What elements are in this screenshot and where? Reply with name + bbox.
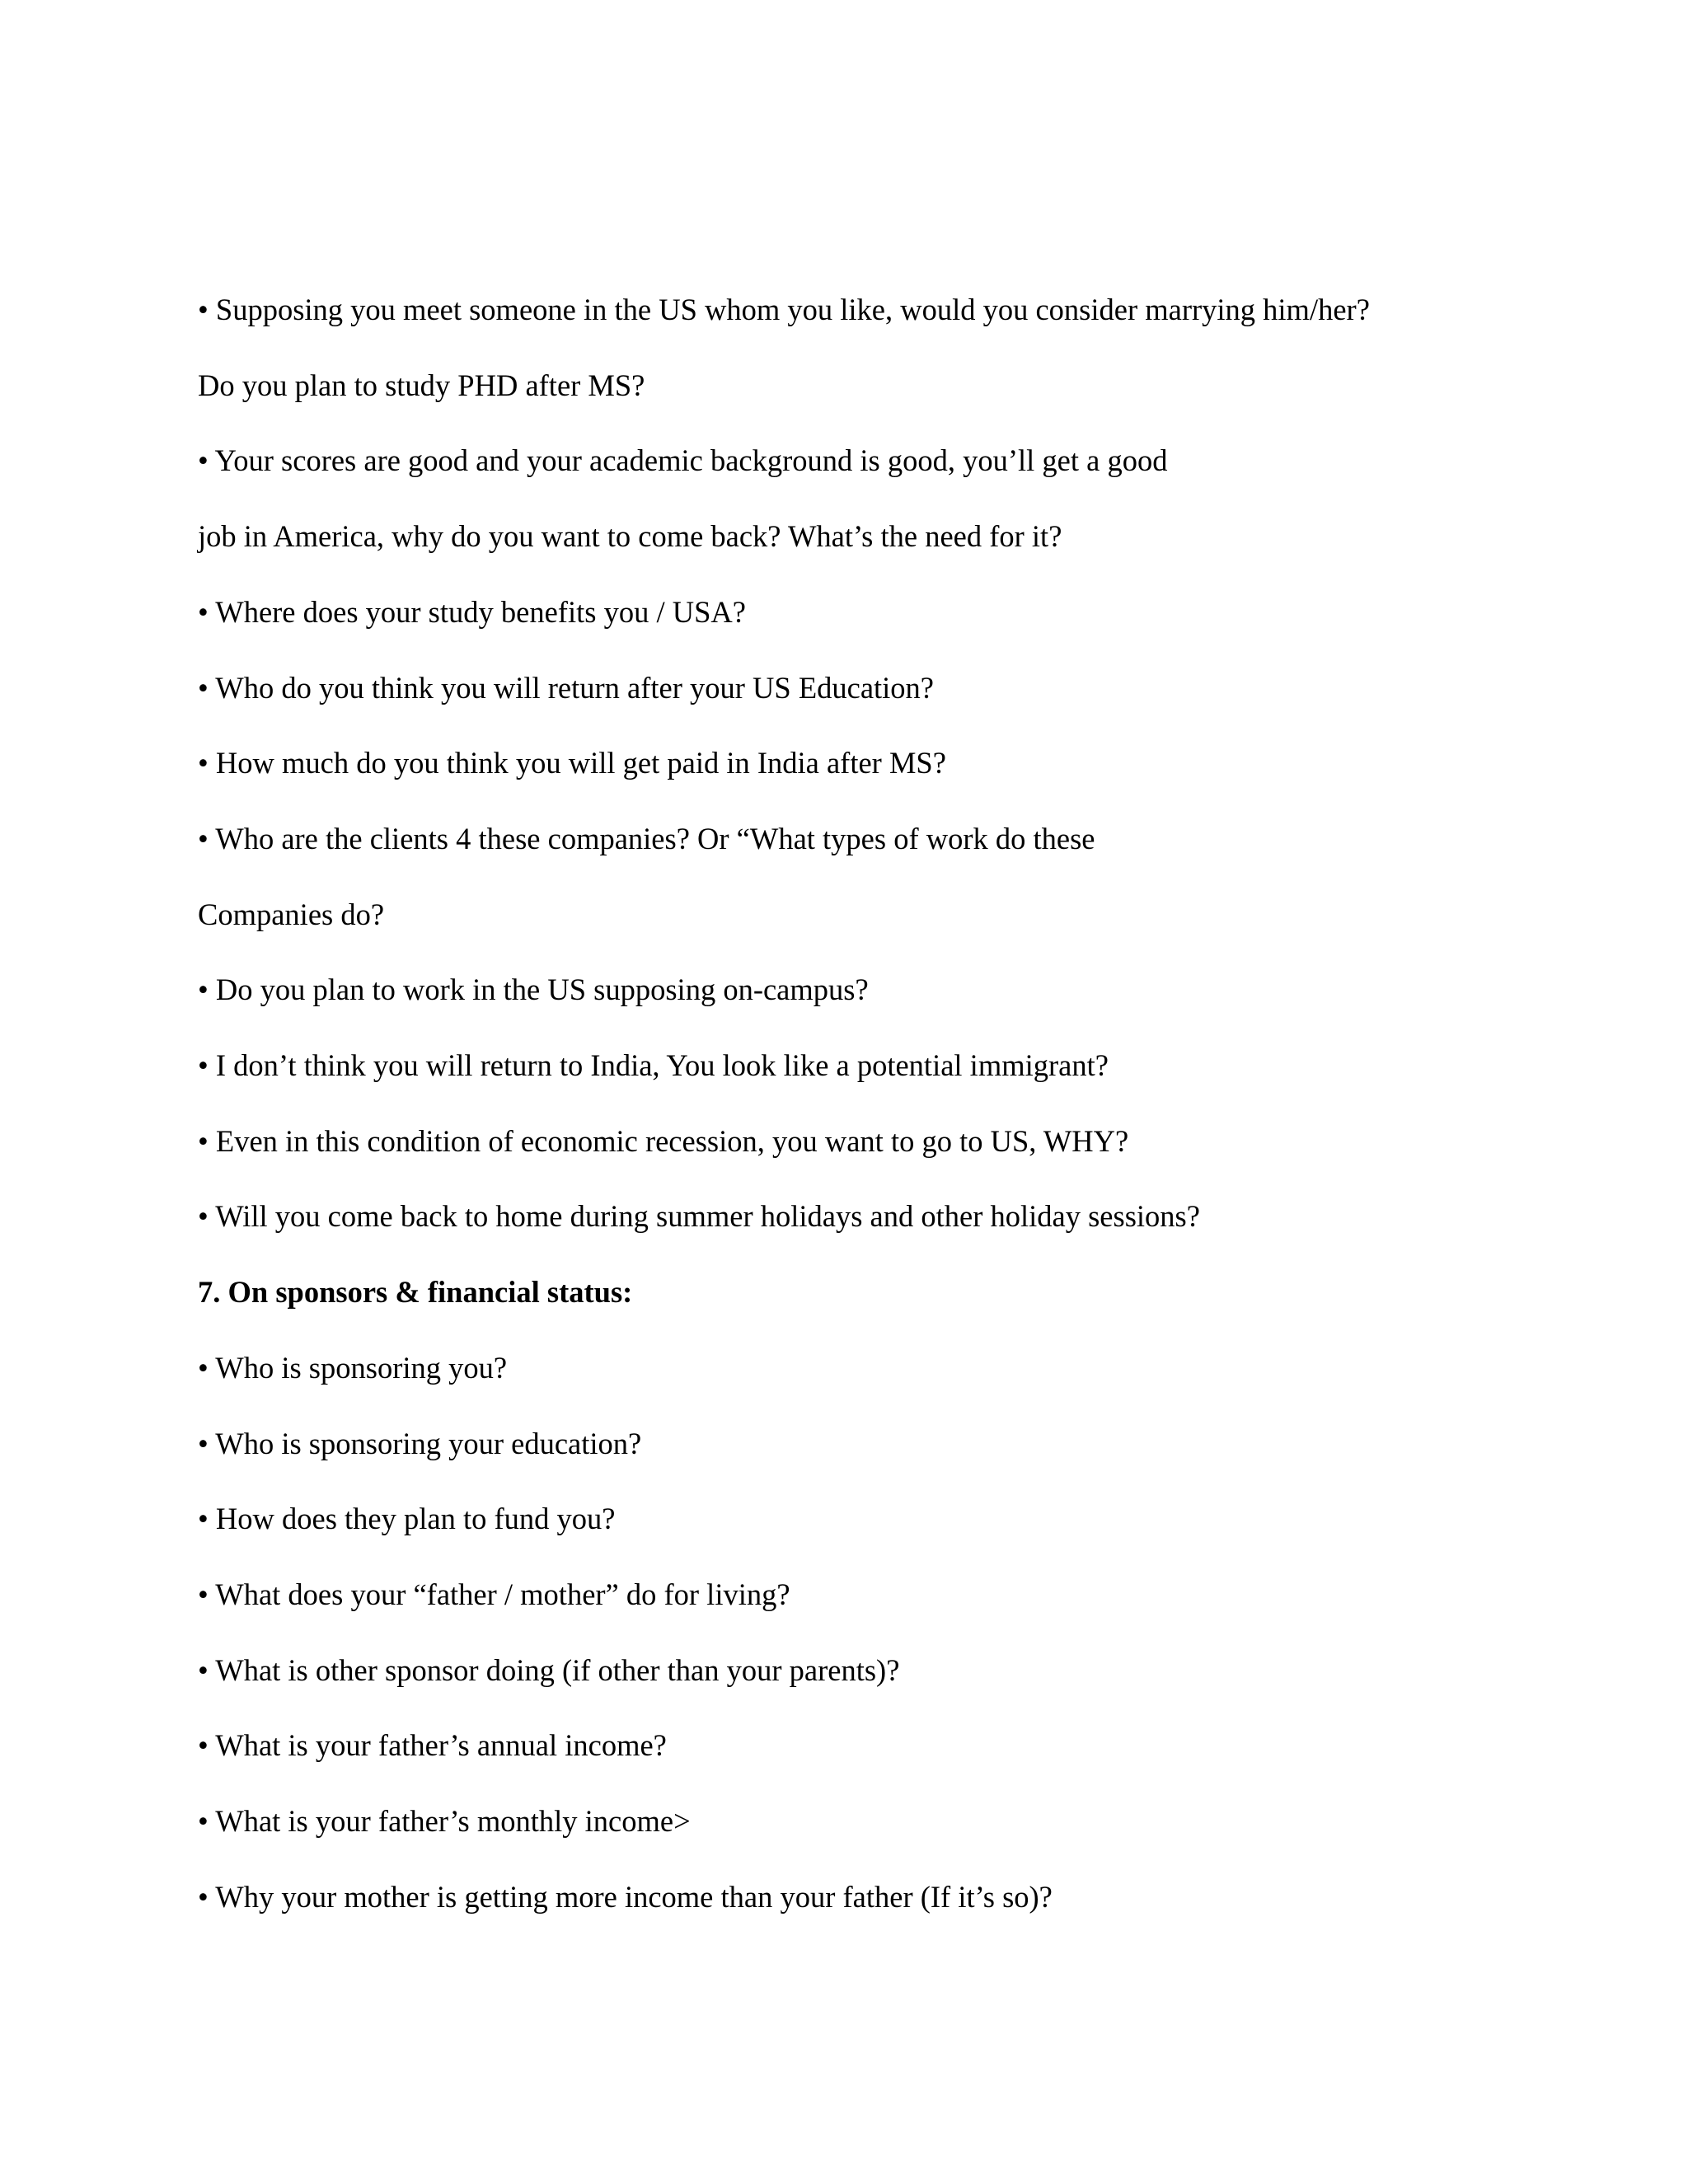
- question-line: • Even in this condition of economic recession, you want to go to US, WHY?: [198, 1123, 1129, 1158]
- question-line: Companies do?: [198, 897, 385, 931]
- document-body: [198, 272, 1517, 1934]
- question-line: • Who is sponsoring you?: [198, 1350, 508, 1385]
- question-line: • I don’t think you will return to India, You look like a potential immigrant?: [198, 1048, 1109, 1083]
- question-line: • Supposing you meet someone in the US whom you like, would you consider marrying him/her?: [198, 293, 1370, 326]
- question-line: • What is your father’s annual income?: [198, 1728, 667, 1763]
- question-line: • How does they plan to fund you?: [198, 1502, 616, 1536]
- question-line: • What is other sponsor doing (if other than your parents)?: [198, 1652, 900, 1687]
- question-line: • Who are the clients 4 these companies? Or “What types of work do these: [198, 821, 1095, 855]
- question-line: • Do you plan to work in the US supposing on-campus?: [198, 972, 869, 1007]
- question-line: • Who is sponsoring your education?: [198, 1426, 642, 1460]
- question-line: • What is your father’s monthly income>: [198, 1804, 691, 1839]
- question-line: • Who do you think you will return after your US Education?: [198, 670, 935, 705]
- question-line: • Your scores are good and your academic background is good, you’ll get a good: [198, 443, 1168, 478]
- section-heading: 7. On sponsors & financial status:: [198, 1275, 633, 1310]
- question-line: • What does your “father / mother” do for living?: [198, 1577, 790, 1611]
- question-line: • Will you come back to home during summer holidays and other holiday sessions?: [198, 1199, 1200, 1234]
- question-line: • Why your mother is getting more income than your father (If it’s so)?: [198, 1879, 1053, 1914]
- question-line: job in America, why do you want to come back? What’s the need for it?: [198, 519, 1062, 554]
- question-line: Do you plan to study PHD after MS?: [198, 368, 645, 402]
- question-line: • Where does your study benefits you / USA?: [198, 594, 746, 629]
- question-line: • How much do you think you will get paid in India after MS?: [198, 746, 946, 780]
